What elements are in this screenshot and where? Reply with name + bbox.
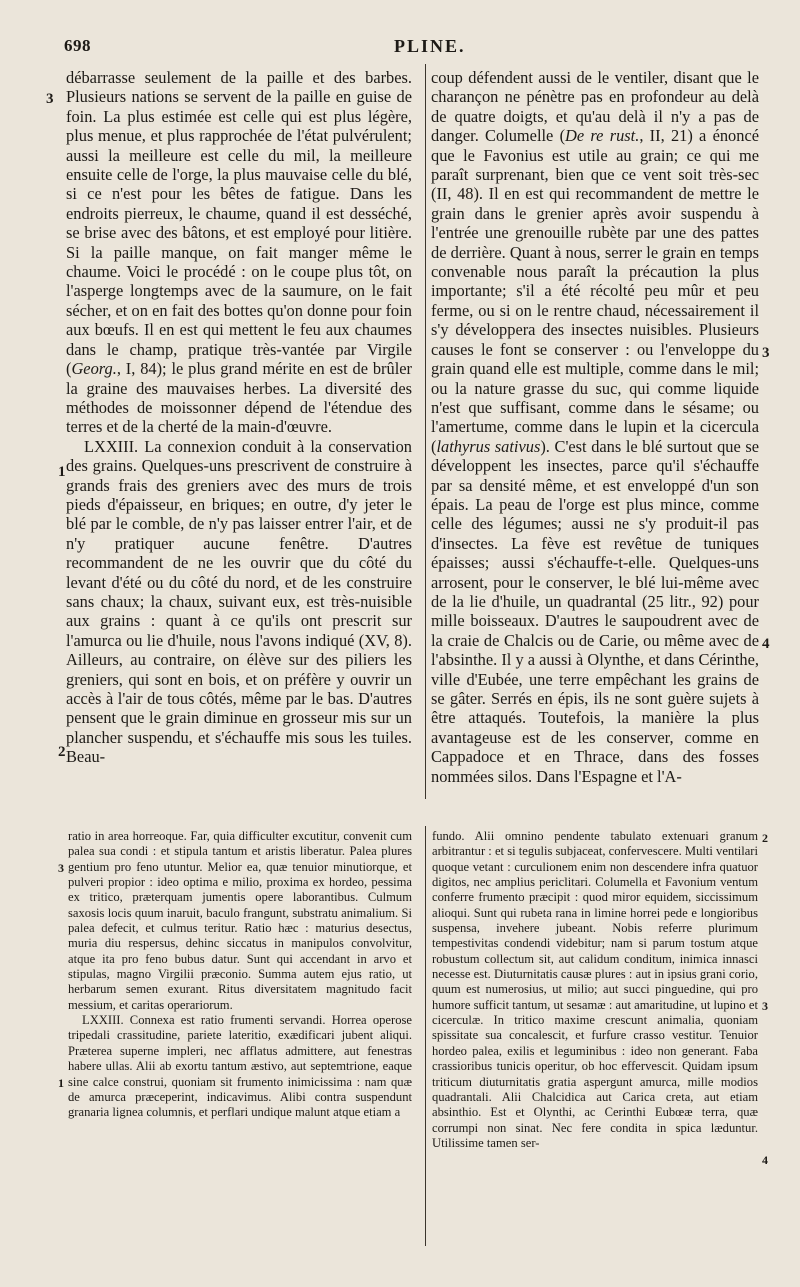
margin-number: 1 (58, 1076, 64, 1090)
margin-number: 1 (58, 464, 66, 480)
latin-term: lathyrus sativus (436, 436, 541, 456)
margin-number: 3 (762, 999, 768, 1013)
latin-column-left (68, 829, 412, 1121)
margin-number: 4 (762, 636, 770, 652)
latin-column-right (432, 829, 758, 1151)
latin-paragraph-lxxiii: LXXIII. Connexa est ratio frumenti servandi. Horrea operose tripedali crassitudine, pariete lateritio, exædificari jubent aliqui. Præterea superne impleri, nec afflatus admittere, aut fenestras habere ullas. Alii ab exortu tantum æstivo, aut septemtrione, eaque sine calce construi, quoniam sit frumento inimicissima : nam quæ de amurca præceperint, indicavimus. Alibi contra suspendunt granaria lignea columnis, et perflari undique malunt atque etiam a (68, 1013, 412, 1120)
french-paragraph-hay (66, 68, 412, 437)
french-paragraph-granary (431, 68, 759, 786)
french-column-left (66, 68, 412, 767)
margin-number: 4 (762, 1153, 768, 1167)
citation-georgics: Georg. (71, 359, 117, 379)
french-paragraph-lxxiii: LXXIII. La connexion conduit à la conservation des grains. Quelques-uns prescrivent de construire à grands frais des greniers avec des murs de trois pieds d'épaisseur, en briques; en outre, d'y jeter le blé par le comble, de n'y pas laisser entrer l'air, et de n'y pratiquer aucune fenêtre. D'autres recommandent de ne les ouvrir que du côté du levant d'été ou du côté du nord, et de les construire sans chaux; la chaux, suivant eux, est très-nuisible aux grains : quant à ce qu'ils ont prescrit sur l'amurca ou lie d'huile, nous l'avons indiqué (XV, 8). Ailleurs, au contraire, on élève sur des piliers les greniers, qui sont en bois, et on préfère y ouvrir un accès à l'air de tous côtés, même par le bas. D'autres pensent que le grain diminue en grosseur mis sur un plancher suspendu, et s'échauffe mis sous les tuiles. Beau- (66, 436, 412, 767)
margin-number: 3 (58, 861, 64, 875)
margin-number: 2 (58, 744, 66, 760)
margin-number: 3 (46, 91, 54, 107)
page-number: 698 (64, 36, 91, 55)
french-text: , I, 84); le plus grand mérite en est de brûler la graine des mauvaises herbes. La diversité des méthodes de moissonner dépend de l'étendue des terres et de la cherté de la main-d'œuvre. (66, 359, 412, 437)
margin-number: 3 (762, 345, 770, 361)
column-divider (425, 64, 426, 799)
french-text: , II, 21) a énoncé que le Favonius est utile au grain; ce qui me paraît surprenant, bien que ce vent soit très-sec (II, 48). Il en est qui recommandent de mettre le grain dans le grenier après avoir suspendu à l'entrée une grenouille rubète par une des pattes de derrière. Quant à nous, serrer le grain en temps convenable nous paraît la précaution la plus importante; s'il a été récolté peu mûr et peu ferme, ou si on le rentre chaud, nécessairement il s'y développera des insectes nuisibles. Plusieurs causes le font se conserver : ou l'enveloppe du grain quand elle est multiple, comme dans le mil; ou la nature grasse du suc, qui comme liquide n'est que suffisant, comme dans le sésame; ou l'amertume, comme dans le lupin et la cicercula ( (431, 126, 759, 456)
page-header (64, 36, 764, 60)
running-title: PLINE. (394, 36, 466, 56)
column-divider (425, 826, 426, 1246)
french-text: coup défendent aussi de le ventiler, disant que le charançon ne pénètre pas en profondeur au delà de quatre doigts, et qu'au delà il n'y a pas de danger. Columelle ( (431, 68, 759, 146)
citation-columella: De re rust. (565, 126, 640, 146)
latin-paragraph-palea: ratio in area horreoque. Far, quia difficulter excutitur, convenit cum palea sua condi : et stipula tantum et aristis liberatur. Palea plures gentium pro feno utuntur. Melior ea, quæ tenuior minutiorque, et pulveri propior : ideo optima e milio, proxima ex hordeo, pessima ex tritico, præterquam jumentis opere laborantibus. Culmum saxosis locis quum inaruit, baculo frangunt, substratu animalium. Si palea defecit, et culmus teritur. Ratio hæc : maturius desectus, muria diu respersus, dehinc siccatus in manipulos convolvitur, atque ita pro feno bubus datur. Sunt qui accendant in arvo et stipulas, magno Virgilii præconio. Summa autem ejus ratio, ut herbarum semen exurant. Ritus diversitatem magnitudo facit messium, et caritas operariorum. (68, 829, 412, 1012)
french-text: débarrasse seulement de la paille et des barbes. Plusieurs nations se servent de la paille en guise de foin. La plus estimée est celle qui est plus légère, plus menue, et plus rapprochée de l'état pulvérulent; aussi la meilleure est celle du mil, la meilleure ensuite celle de l'orge, la plus mauvaise celle du blé, si ce n'est pour les bêtes de fatigue. Dans les endroits pierreux, le chaume, quand il est desséché, se brise avec des bâtons, et est employé pour litière. Si la paille manque, on fait manger même le chaume. Voici le procédé : on le coupe plus tôt, on l'asperge longtemps avec de la saumure, on le fait sécher, et on en fait des bottes qu'on donne pour foin aux bœufs. Il en est qui mettent le feu aux chaumes dans le champ, pratique très-vantée par Virgile ( (66, 68, 412, 379)
french-text: ). C'est dans le blé surtout que se développent les insectes, parce qu'il s'échauffe par sa densité même, et est enveloppé d'un son épais. La peau de l'orge est plus mince, comme celle des légumes; aussi ne s'y produit-il pas d'insectes. La fève est revêtue de tuniques épaisses; aussi s'échauffe-t-elle. Quelques-uns arrosent, pour le conserver, le blé lui-même avec de la lie d'huile, un quadrantal (25 litr., 92) pour mille boisseaux. D'autres le saupoudrent avec de la craie de Chalcis ou de Carie, ou même avec de l'absinthe. Il y a aussi à Olynthe, et dans Cérinthe, ville d'Eubée, une terre empêchant les grains de se gâter. Serrés en épis, ils ne sont guère sujets à être attaqués. Toutefois, la manière la plus avantageuse est de les conserver, comme en Cappadoce et en Thrace, dans des fosses nommées silos. Dans l'Espagne et l'A- (431, 436, 759, 786)
margin-number: 2 (762, 831, 768, 845)
latin-paragraph-fundo: fundo. Alii omnino pendente tabulato extenuari granum arbitrantur : et si tegulis subjaceat, confervescere. Multi ventilari quoque vetant : curculionem enim non descendere infra quatuor digitos, nec amplius periclitari. Columella et Favonium ventum conferre frumento præcipit : quod miror equidem, siccissimum alioqui. Sunt qui rubeta rana in limine horrei pede e longioribus suspensa, invehere jubeant. Nobis referre plurimum tempestivitas condendi videbitur; nam si parum tostum atque robustum collectum sit, aut calidum conditum, inimica innasci necesse est. Diuturnitatis causæ plures : aut in ipsius grani corio, quum est numerosius, ut milio; aut succi pinguedine, qui pro humore sufficit tantum, ut sesamæ : aut amaritudine, ut lupino et cicerculæ. In tritico maxime crescunt animalia, quoniam spissitate sua concalescit, et furfure crasso vestitur. Tenuior hordeo palea, exilis et leguminibus : ideo non generant. Faba crassioribus tunicis operitur, ob hoc effervescit. Quidam ipsum triticum diuturnitatis gratia aspergunt amurca, mille modios quadrantali. Alii Chalcidica aut Carica creta, aut etiam absinthio. Est et Olynthi, ac Cerinthi Eubœæ terra, quæ corrumpi non sinat. Nec fere condita in spica læduntur. Utilissime tamen ser- (432, 829, 758, 1150)
french-column-right (431, 68, 759, 786)
